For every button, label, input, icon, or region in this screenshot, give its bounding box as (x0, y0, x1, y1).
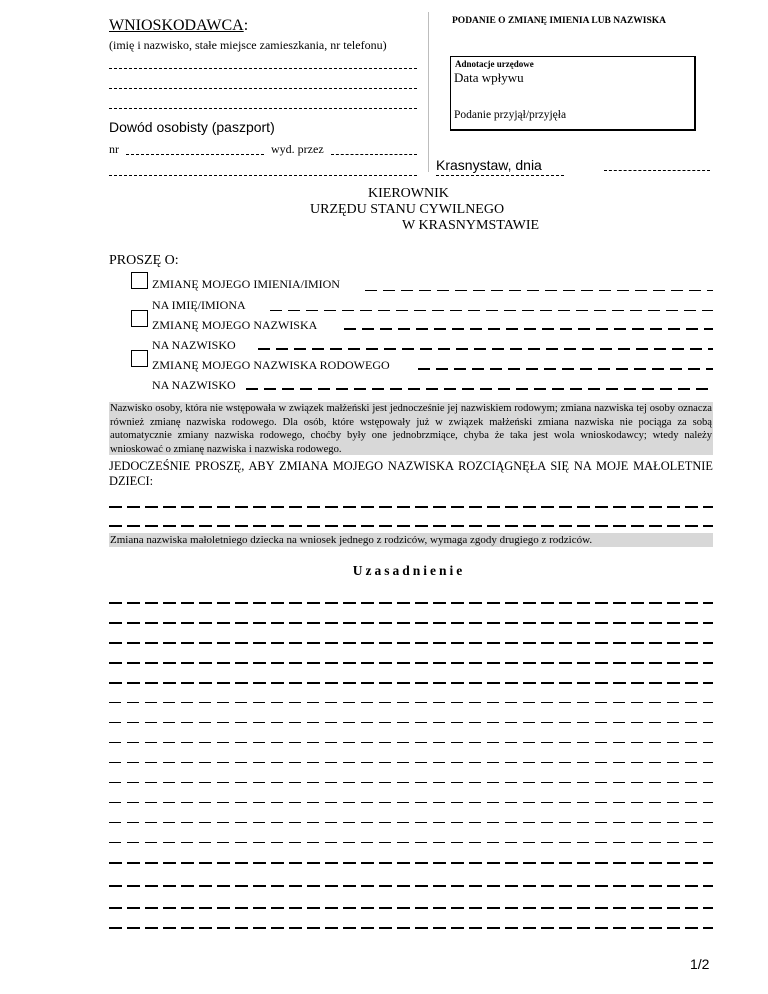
children-line-1[interactable] (109, 506, 713, 508)
vertical-divider (428, 12, 429, 172)
issued-by-field[interactable] (331, 154, 417, 155)
children-line-2[interactable] (109, 525, 713, 527)
justification-line[interactable] (109, 927, 713, 929)
applicant-line-1[interactable] (109, 68, 417, 69)
applicant-heading: WNIOSKODAWCA: (109, 17, 249, 34)
id-number-field[interactable] (126, 154, 264, 155)
accepted-by-label: Podanie przyjął/przyjęła (454, 109, 567, 121)
justification-line[interactable] (109, 622, 713, 624)
children-note: Zmiana nazwiska małoletniego dziecka na wniosek jednego z rodziców, wymaga zgody drugiego z rodziców. (110, 534, 593, 546)
issued-by-label: wyd. przez (271, 142, 324, 156)
checkbox-first-name-change[interactable] (131, 272, 148, 289)
justification-line[interactable] (109, 885, 713, 887)
option-surname-sublabel: NA NAZWISKO (152, 338, 236, 352)
first-name-current-field[interactable] (365, 290, 713, 291)
recipient-line-3: W KRASNYMSTAWIE (402, 218, 540, 233)
children-note-box (109, 533, 713, 547)
date-field[interactable] (604, 170, 710, 171)
justification-line[interactable] (109, 907, 713, 909)
option-birth-name-sublabel: NA NAZWISKO (152, 378, 236, 392)
applicant-subtitle: (imię i nazwisko, stałe miejsce zamieszkania, nr telefonu) (109, 38, 387, 52)
justification-title: Uzasadnienie (352, 563, 466, 578)
nr-label: nr (109, 142, 119, 156)
justification-line[interactable] (109, 762, 713, 763)
justification-title-wrap (0, 562, 768, 580)
justification-line[interactable] (109, 782, 713, 783)
birth-name-note-box (109, 402, 713, 455)
option-surname-label: ZMIANĘ MOJEGO NAZWISKA (152, 318, 318, 332)
surname-current-field[interactable] (344, 328, 713, 330)
request-heading: PROSZĘ O: (109, 253, 179, 268)
justification-line[interactable] (109, 802, 713, 803)
justification-line[interactable] (109, 722, 713, 723)
new-surname-field[interactable] (258, 348, 713, 350)
justification-line[interactable] (109, 702, 713, 703)
form-title: PODANIE O ZMIANĘ IMIENIA LUB NAZWISKA (452, 16, 667, 26)
justification-line[interactable] (109, 742, 713, 743)
recipient-line-1: KIEROWNIK (368, 186, 449, 201)
justification-line[interactable] (109, 862, 713, 864)
option-first-name-sublabel: NA IMIĘ/IMIONA (152, 298, 246, 312)
received-date-label: Data wpływu (454, 70, 524, 85)
birth-name-note: Nazwisko osoby, która nie wstępowała w związek małżeński jest jednocześnie jej nazwiskiem rodowym; zmiana nazwiska tej osoby oznacza również zmianę nazwiska rodowego. Dla osób, które wstępowały już w związek małżeński zmiana nazwiska nie pociąga za sobą automatycznie zmiany nazwiska rodowego, choćby były one jednobrzmiące, chyba że taka jest wola wnioskodawcy; wtedy należy wnioskować o zmianę nazwiska i nazwiska rodowego. (110, 403, 712, 455)
option-first-name-label: ZMIANĘ MOJEGO IMIENIA/IMION (152, 277, 340, 291)
place-date-underline (436, 175, 564, 176)
office-box-title: Adnotacje urzędowe (455, 59, 534, 69)
justification-line[interactable] (109, 822, 713, 823)
justification-line[interactable] (109, 602, 713, 604)
id-document-label: Dowód osobisty (paszport) (109, 119, 275, 135)
birth-name-current-field[interactable] (418, 368, 713, 370)
place-date-label: Krasnystaw, dnia (436, 157, 542, 173)
applicant-line-4[interactable] (109, 175, 417, 176)
checkbox-birth-name-change[interactable] (131, 350, 148, 367)
justification-line[interactable] (109, 682, 713, 684)
justification-line[interactable] (109, 662, 713, 664)
children-request: JEDOCZEŚNIE PROSZĘ, ABY ZMIANA MOJEGO NAZWISKA ROZCIĄGNĘŁA SIĘ NA MOJE MAŁOLETNIE DZIECI: (109, 459, 713, 488)
checkbox-surname-change[interactable] (131, 310, 148, 327)
justification-line[interactable] (109, 842, 713, 843)
office-annotations-box (450, 56, 696, 131)
applicant-line-2[interactable] (109, 88, 417, 89)
new-first-name-field[interactable] (270, 310, 713, 311)
option-birth-name-label: ZMIANĘ MOJEGO NAZWISKA RODOWEGO (152, 358, 390, 372)
justification-line[interactable] (109, 642, 713, 644)
new-birth-name-field[interactable] (246, 388, 713, 390)
recipient-line-2: URZĘDU STANU CYWILNEGO (310, 202, 505, 217)
applicant-line-3[interactable] (109, 108, 417, 109)
page-number: 1/2 (690, 956, 710, 972)
